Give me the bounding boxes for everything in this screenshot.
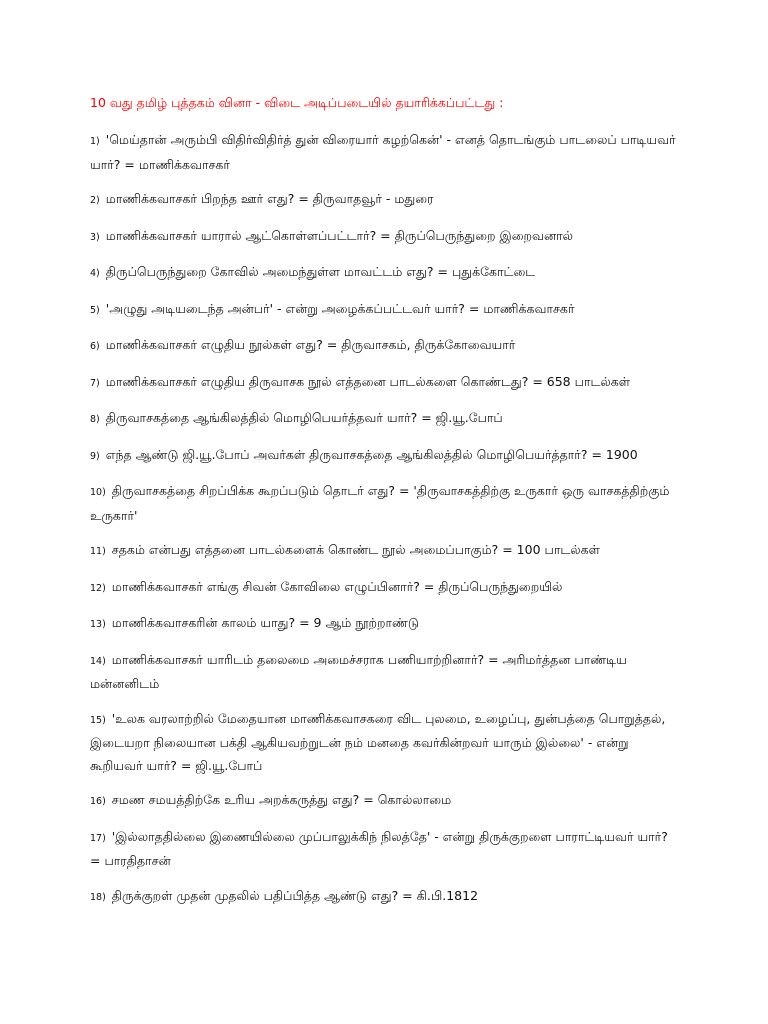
- question-number: 5): [90, 304, 100, 316]
- question-item: [90, 334, 678, 359]
- question-text: மாணிக்கவாசகரின் காலம் யாது? = 9 ஆம் நூற்றாண்டு: [111, 615, 420, 630]
- question-item: [90, 371, 678, 396]
- question-text: திருப்பெருந்துறை கோவில் அமைந்துள்ள மாவட்டம் எது? = புதுக்கோட்டை: [105, 264, 536, 279]
- question-item: [90, 129, 678, 176]
- question-item: [90, 649, 678, 696]
- question-text: 'அழுது அடியடைந்த அன்பர்' - என்று அழைக்கப்பட்டவர் யார்? = மாணிக்கவாசகர்: [105, 300, 575, 316]
- question-number: 13): [90, 619, 106, 630]
- question-number: 1): [90, 136, 100, 147]
- question-text: திருவாசகத்தை ஆங்கிலத்தில் மொழிபெயர்த்தவர் யார்? = ஜி.யூ.போப்: [105, 410, 503, 425]
- question-item: [90, 612, 678, 637]
- question-number: 4): [90, 268, 100, 279]
- question-number: 9): [90, 450, 100, 462]
- question-text: மாணிக்கவாசகர் யாரிடம் தலைமை அமைச்சராக பணியாற்றினார்? = அரிமர்த்தன பாண்டிய மன்னனிடம்: [90, 651, 627, 691]
- question-number: 14): [90, 655, 106, 667]
- question-item: [90, 444, 678, 469]
- question-text: திருவாசகத்தை சிறப்பிக்க கூறப்படும் தொடர் எது? = 'திருவாசகத்திற்கு உருகார் ஒரு வாசகத்திற்கும் உருகார்': [90, 483, 670, 523]
- question-number: 6): [90, 341, 100, 352]
- question-item: [90, 225, 678, 250]
- question-number: 2): [90, 195, 100, 206]
- question-number: 17): [90, 832, 106, 844]
- question-text: 'உலக வரலாற்றில் மேதையான மாணிக்கவாசகரை விட புலமை, உழைப்பு, துன்பத்தை பொறுத்தல், இடையறா நிலையான பக்தி ஆகியவற்றுடன் நம் மனதை கவர்கின்றவர் யாரும் இல்லை' - என்று கூறியவர் யார்? = ஜி.யூ.போப்: [90, 710, 666, 773]
- question-text: மாணிக்கவாசகர் பிறந்த ஊர் எது? = திருவாதவூர் - மதுரை: [105, 191, 434, 206]
- question-list: [90, 129, 678, 909]
- question-number: 8): [90, 414, 100, 425]
- question-item: [90, 885, 678, 910]
- question-text: சதகம் என்பது எத்தனை பாடல்களைக் கொண்ட நூல் அமைப்பாகும்? = 100 பாடல்கள்: [111, 542, 600, 557]
- question-text: மாணிக்கவாசகர் யாரால் ஆட்கொள்ளப்பட்டார்? = திருப்பெருந்துறை இறைவனால்: [105, 227, 574, 243]
- question-number: 7): [90, 377, 100, 389]
- question-text: 'இல்லாததில்லை இணையில்லை முப்பாலுக்கிந் நிலத்தே' - என்று திருக்குறளை பாராட்டியவர் யார்? = பாரதிதாசன்: [90, 828, 668, 868]
- question-number: 11): [90, 546, 106, 557]
- question-text: மாணிக்கவாசகர் எங்கு சிவன் கோவிலை எழுப்பினார்? = திருப்பெருந்துறையில்: [111, 578, 563, 594]
- question-item: [90, 480, 678, 527]
- question-number: 12): [90, 582, 106, 594]
- question-item: [90, 298, 678, 323]
- question-text: எந்த ஆண்டு ஜி.யூ.போப் அவர்கள் திருவாசகத்தை ஆங்கிலத்தில் மொழிபெயர்த்தார்? = 1900: [105, 446, 638, 462]
- document-heading: 10 வது தமிழ் புத்தகம் வினா - விடை அடிப்படையில் தயாரிக்கப்பட்டது :: [90, 95, 504, 110]
- question-item: [90, 407, 678, 432]
- question-item: [90, 188, 678, 213]
- question-item: [90, 826, 678, 873]
- question-number: 15): [90, 714, 106, 726]
- question-text: மாணிக்கவாசகர் எழுதிய நூல்கள் எது? = திருவாசகம், திருக்கோவையார்: [105, 337, 516, 352]
- question-text: மாணிக்கவாசகர் எழுதிய திருவாசக நூல் எத்தனை பாடல்களை கொண்டது? = 658 பாடல்கள்: [105, 373, 631, 389]
- question-number: 18): [90, 891, 106, 903]
- question-item: [90, 539, 678, 564]
- question-text: 'மெய்தான் அரும்பி விதிர்விதிர்த் துன் விரையார் கழற்கென்' - எனத் தொடங்கும் பாடலைப் பாடியவர் யார்? = மாணிக்கவாசகர்: [90, 132, 676, 172]
- question-item: [90, 576, 678, 601]
- question-text: சமண சமயத்திற்கே உரிய அறக்கருத்து எது? = கொல்லாமை: [111, 792, 452, 807]
- question-number: 16): [90, 796, 106, 807]
- question-text: திருக்குறள் முதன் முதலில் பதிப்பித்த ஆண்டு எது? = கி.பி.1812: [111, 887, 479, 903]
- question-number: 3): [90, 231, 100, 243]
- question-item: [90, 708, 678, 778]
- question-item: [90, 261, 678, 286]
- question-item: [90, 789, 678, 814]
- question-number: 10): [90, 487, 106, 498]
